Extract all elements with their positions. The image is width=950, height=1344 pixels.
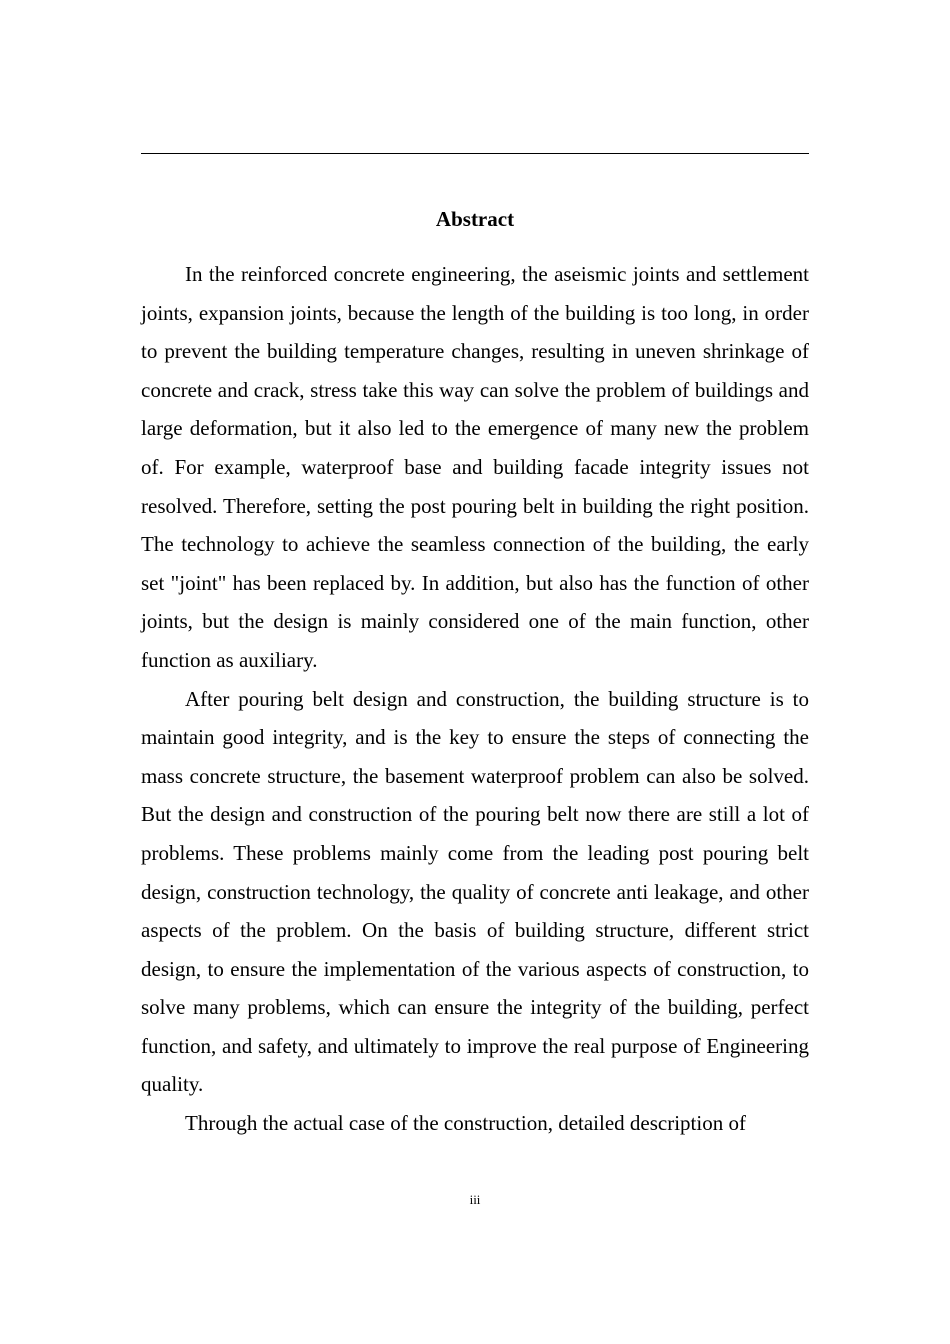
paragraph-3: Through the actual case of the construction, detailed description of <box>185 1111 746 1136</box>
paragraph-2: After pouring belt design and construction, the building structure is to maintain good integrity, and is the key to ensure the steps of connecting the mass concrete structure, the basement waterproof problem can also be solved. But the design and construction of the pouring belt now there are still a lot of problems. These problems mainly come from the leading post pouring belt design, construction technology, the quality of concrete anti leakage, and other aspects of the problem. On the basis of building structure, different strict design, to ensure the implementation of the various aspects of construction, to solve many problems, which can ensure the integrity of the building, perfect function, and safety, and ultimately to improve the real purpose of Engineering quality. <box>141 686 809 1097</box>
paragraph-1: In the reinforced concrete engineering, the aseismic joints and settlement joints, expansion joints, because the length of the building is too long, in order to prevent the building temperature changes, resulting in uneven shrinkage of concrete and crack, stress take this way can solve the problem of buildings and large deformation, but it also led to the emergence of many new the problem of. For example, waterproof base and building facade integrity issues not resolved. Therefore, setting the post pouring belt in building the right position. The technology to achieve the seamless connection of the building, the early set "joint" has been replaced by. In addition, but also has the function of other joints, but the design is mainly considered one of the main function, other function as auxiliary. <box>141 262 809 672</box>
header-rule <box>141 153 809 154</box>
abstract-body <box>141 255 809 1143</box>
page-number: iii <box>469 1192 481 1207</box>
page-title: Abstract <box>435 207 515 231</box>
